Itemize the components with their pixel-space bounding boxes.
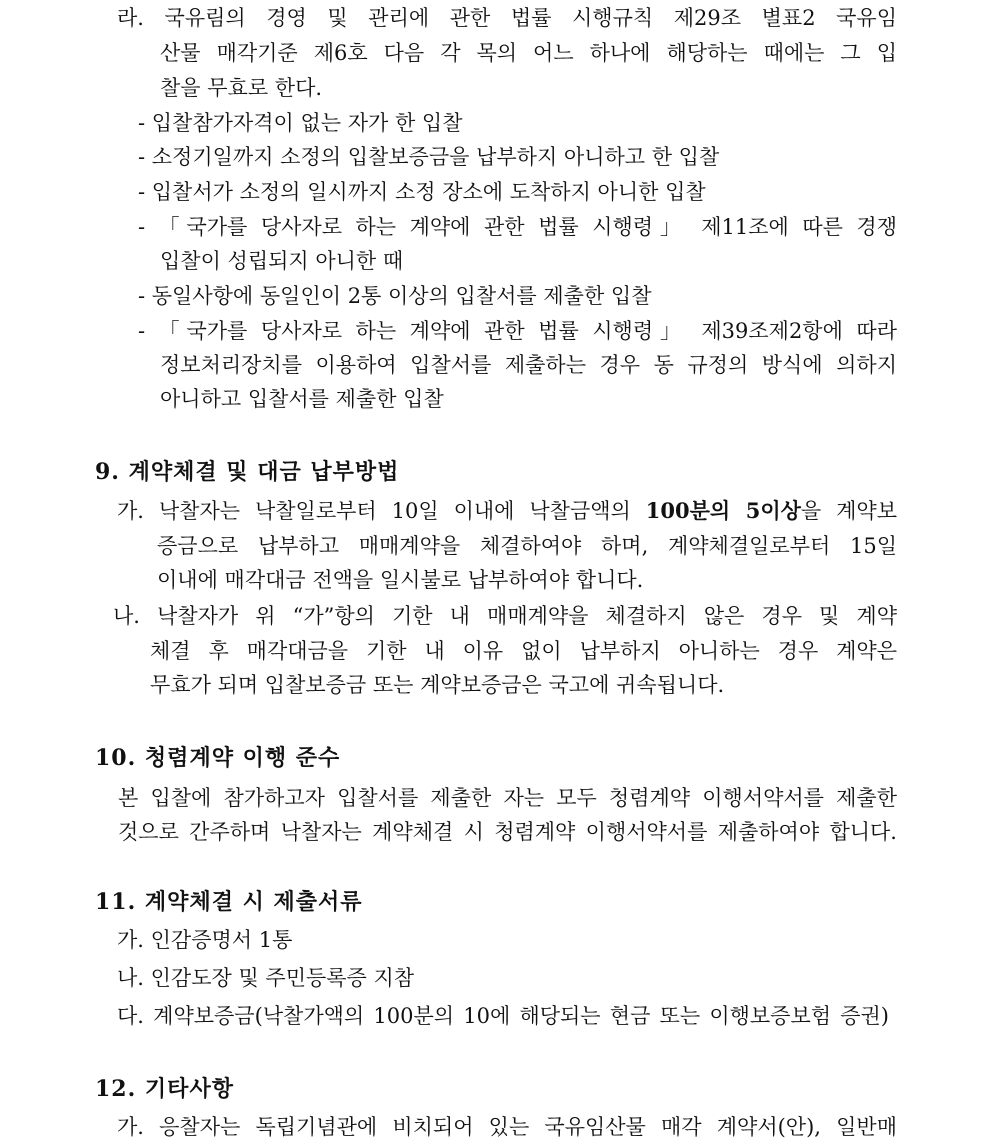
bullet-item-continuation: 아니하고 입찰서를 제출한 입찰 bbox=[160, 387, 444, 411]
item-ra-line-1: 라. 국유림의 경영 및 관리에 관한 법률 시행규칙 제29조 별표2 국유임 bbox=[117, 6, 897, 30]
section-12-ga-line-1: 가. 응찰자는 독립기념관에 비치되어 있는 국유임산물 매각 계약서(안), 일반매 bbox=[117, 1115, 897, 1139]
section-9-na-line-3: 무효가 되며 입찰보증금 또는 계약보증금은 국고에 귀속됩니다. bbox=[150, 673, 725, 697]
bullet-item: - 입찰참가자격이 없는 자가 한 입찰 bbox=[138, 111, 463, 135]
section-9-na-line-2: 체결 후 매각대금을 기한 내 이유 없이 납부하지 아니하는 경우 계약은 bbox=[150, 639, 897, 663]
bullet-item: - 소정기일까지 소정의 입찰보증금을 납부하지 아니하고 한 입찰 bbox=[138, 145, 720, 169]
bullet-item-continuation: 정보처리장치를 이용하여 입찰서를 제출하는 경우 동 규정의 방식에 의하지 bbox=[160, 353, 897, 377]
section-9-na-line-1: 나. 낙찰자가 위 “가”항의 기한 내 매매계약을 체결하지 않은 경우 및 계약 bbox=[113, 604, 897, 628]
section-11-heading: 11. 계약체결 시 제출서류 bbox=[95, 889, 363, 915]
emphasis-text: 100분의 5이상 bbox=[645, 498, 801, 523]
section-9-ga-line-1: 가. 낙찰자는 낙찰일로부터 10일 이내에 낙찰금액의 100분의 5이상을 계약보 bbox=[117, 498, 898, 523]
section-10-heading: 10. 청렴계약 이행 준수 bbox=[95, 745, 341, 771]
section-11-item: 다. 계약보증금(낙찰가액의 100분의 10에 해당되는 현금 또는 이행보증보험 증권) bbox=[117, 1004, 889, 1028]
bullet-item: - 동일사항에 동일인이 2통 이상의 입찰서를 제출한 입찰 bbox=[138, 284, 652, 308]
section-12-heading: 12. 기타사항 bbox=[95, 1076, 234, 1102]
section-11-item: 가. 인감증명서 1통 bbox=[117, 928, 293, 952]
section-11-item: 나. 인감도장 및 주민등록증 지참 bbox=[117, 966, 415, 990]
bullet-item-continuation: 입찰이 성립되지 아니한 때 bbox=[160, 249, 404, 273]
section-9-heading: 9. 계약체결 및 대금 납부방법 bbox=[95, 459, 400, 485]
bullet-item: - 「국가를 당사자로 하는 계약에 관한 법률 시행령」 제39조제2항에 따라 bbox=[138, 319, 897, 343]
item-ra-line-3: 찰을 무효로 한다. bbox=[160, 76, 323, 100]
section-10-line-1: 본 입찰에 참가하고자 입찰서를 제출한 자는 모두 청렴계약 이행서약서를 제출한 bbox=[118, 786, 897, 810]
item-ra-line-2: 산물 매각기준 제6호 다음 각 목의 어느 하나에 해당하는 때에는 그 입 bbox=[160, 41, 897, 65]
section-9-ga-line-2: 증금으로 납부하고 매매계약을 체결하여야 하며, 계약체결일로부터 15일 bbox=[157, 534, 897, 558]
section-9-ga-line-3: 이내에 매각대금 전액을 일시불로 납부하여야 합니다. bbox=[157, 568, 644, 592]
bullet-item: - 「국가를 당사자로 하는 계약에 관한 법률 시행령」 제11조에 따른 경쟁 bbox=[138, 215, 897, 239]
section-10-line-2: 것으로 간주하며 낙찰자는 계약체결 시 청렴계약 이행서약서를 제출하여야 합니다. bbox=[118, 820, 897, 844]
bullet-item: - 입찰서가 소정의 일시까지 소정 장소에 도착하지 아니한 입찰 bbox=[138, 180, 706, 204]
